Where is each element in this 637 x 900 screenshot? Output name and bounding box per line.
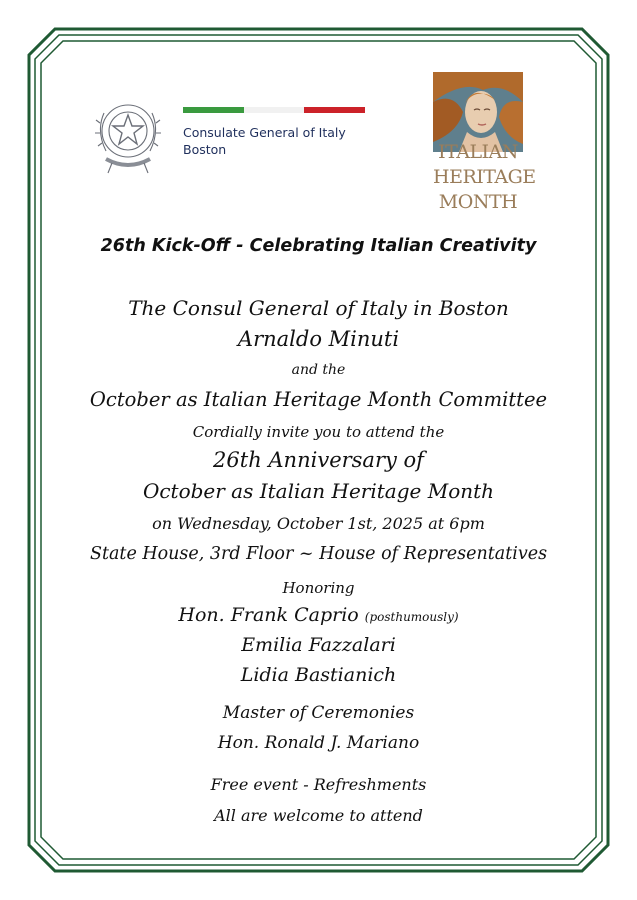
italian-flag-bar: [183, 107, 365, 113]
host-name: Arnaldo Minuti: [237, 327, 400, 351]
footer-welcome: All are welcome to attend: [214, 806, 423, 825]
event-heading: 26th Kick-Off - Celebrating Italian Creativity: [100, 236, 537, 256]
consulate-name: Consulate General of Italy: [183, 125, 346, 140]
committee-name: October as Italian Heritage Month Committee: [89, 388, 548, 411]
host-title: The Consul General of Italy in Boston: [128, 296, 509, 320]
italian-heritage-month-logo: [433, 72, 536, 218]
ihm-word-heritage: HERITAGE: [433, 166, 536, 188]
cordially-invite: Cordially invite you to attend the: [192, 423, 445, 441]
flag-green: [183, 107, 244, 113]
ihm-word-month: MONTH: [438, 191, 518, 213]
event-date: on Wednesday, October 1st, 2025 at 6pm: [152, 514, 485, 533]
consulate-logo-text: [183, 124, 346, 158]
honoree-caprio-note: (posthumously): [364, 610, 459, 624]
honoree-bastianich: Lidia Bastianich: [240, 664, 397, 686]
and-the: and the: [291, 362, 346, 378]
ihm-word-italian: ITALIAN: [438, 141, 518, 163]
ihm-wordmark: [433, 140, 536, 215]
honoree-fazzalari: Emilia Fazzalari: [241, 634, 396, 656]
honoring-label: Honoring: [282, 579, 355, 597]
anniversary-line-1: 26th Anniversary of: [213, 448, 424, 472]
flag-red: [304, 107, 365, 113]
footer-free-event: Free event - Refreshments: [210, 775, 427, 794]
consulate-city: Boston: [183, 142, 227, 157]
honoree-caprio: [0, 604, 637, 626]
italian-republic-emblem-icon: [92, 93, 164, 177]
anniversary-line-2: October as Italian Heritage Month: [142, 479, 495, 503]
ceremonies-name: Hon. Ronald J. Mariano: [217, 733, 420, 753]
honoree-caprio-name: Hon. Frank Caprio: [178, 604, 359, 626]
event-venue: State House, 3rd Floor ~ House of Representatives: [89, 544, 548, 564]
ceremonies-label: Master of Ceremonies: [222, 703, 415, 723]
flag-white: [244, 107, 305, 113]
